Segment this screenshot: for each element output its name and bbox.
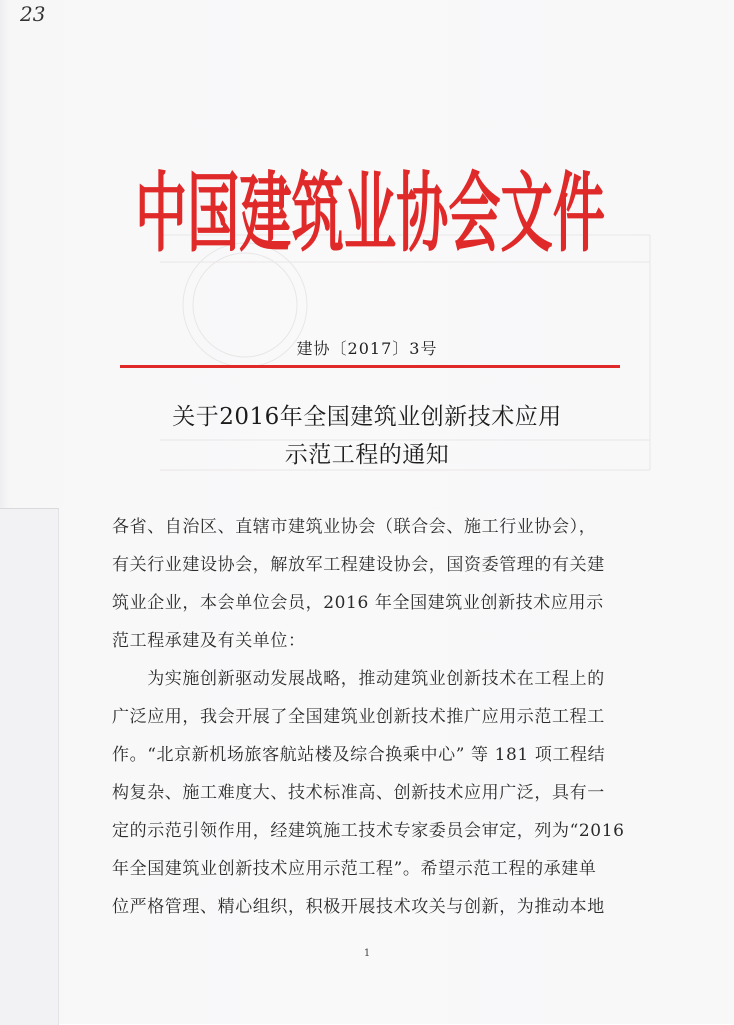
masthead: [120, 150, 620, 264]
page-number: 1: [363, 948, 371, 959]
body-line-3: 筑业企业，本会单位会员，2016 年全国建筑业创新技术应用示: [112, 593, 604, 613]
document-number: 建协〔2017〕3号: [296, 339, 438, 358]
body-line-5: 为实施创新驱动发展战略，推动建筑业创新技术在工程上的: [112, 669, 605, 689]
masthead-title: 中国建筑业协会文件: [134, 162, 605, 264]
body-line-2: 有关行业建设协会，解放军工程建设协会，国资委管理的有关建: [112, 555, 605, 575]
body-line-9: 定的示范引领作用，经建筑施工技术专家委员会审定，列为“2016: [112, 821, 625, 841]
body-line-8: 构复杂、施工难度大、技术标准高、创新技术应用广泛，具有一: [112, 783, 605, 803]
masthead-svg: [120, 150, 620, 264]
body-line-10: 年全国建筑业创新技术应用示范工程”。希望示范工程的承建单: [112, 859, 597, 879]
red-divider-line: [120, 365, 620, 368]
body-line-11: 位严格管理、精心组织，积极开展技术攻关与创新，为推动本地: [112, 897, 605, 917]
body-line-1: 各省、自治区、直辖市建筑业协会（联合会、施工行业协会），: [112, 517, 597, 537]
notice-title-line-1: 关于2016年全国建筑业创新技术应用: [172, 404, 562, 430]
body-line-4: 范工程承建及有关单位：: [112, 631, 306, 651]
body-line-7: 作。“北京新机场旅客航站楼及综合换乘中心” 等 181 项工程结: [112, 745, 606, 765]
notice-title-line-2: 示范工程的通知: [284, 442, 450, 468]
handwritten-page-mark: 23: [20, 2, 46, 26]
body-line-6: 广泛应用，我会开展了全国建筑业创新技术推广应用示范工程工: [112, 707, 605, 727]
